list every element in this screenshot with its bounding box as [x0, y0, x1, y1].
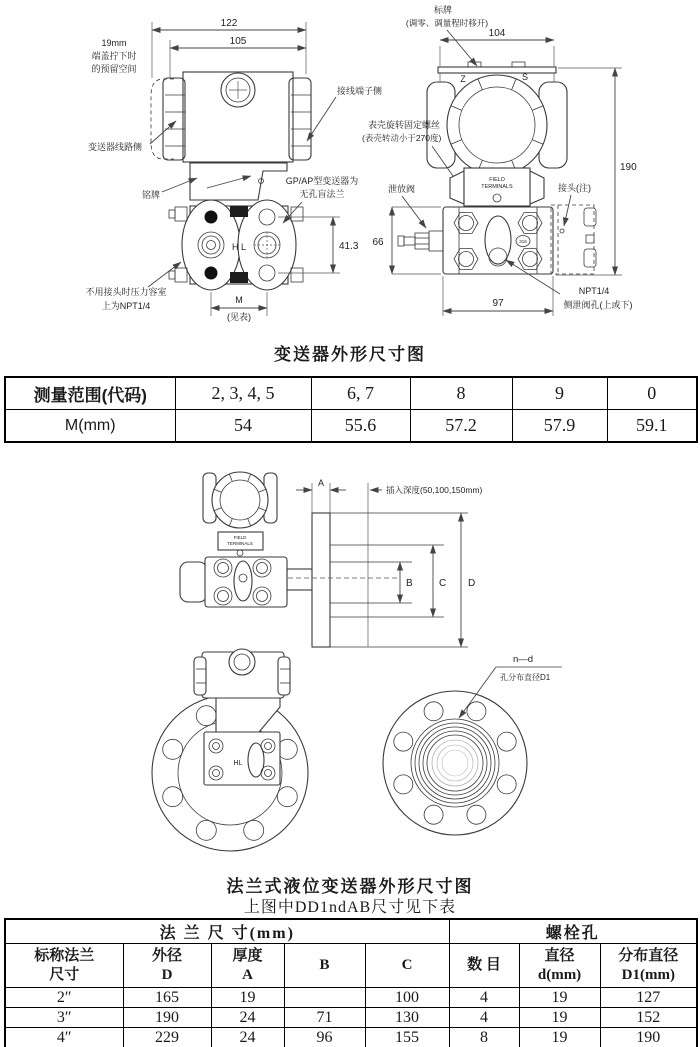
header-line: B: [319, 957, 330, 974]
header-line: 外径: [151, 947, 182, 964]
measure-range-table: [4, 376, 698, 443]
header-line: 厚度: [232, 947, 263, 964]
table-cell: 19: [519, 1028, 600, 1047]
table-row: [5, 1028, 697, 1047]
gp-ap-note-l1: GP/AP型变送器为: [285, 176, 359, 186]
tag-plate-label-l1: 标牌: [433, 5, 453, 15]
gp-ap-note-l2: 无孔盲法兰: [299, 189, 345, 199]
dim-d-label: D: [468, 578, 476, 589]
dim-122-label: 122: [220, 18, 238, 29]
table-cell: 71: [284, 1008, 365, 1028]
cover-clearance-note-l1: 19mm: [101, 38, 127, 48]
table-cell: 130: [365, 1008, 449, 1028]
terminal-side-label: 接线端子侧: [337, 86, 383, 96]
table-cell: [123, 944, 211, 988]
table-cell: 229: [123, 1028, 211, 1047]
table-cell: 54: [175, 410, 311, 443]
insertion-depth-label: 插入深度(50,100,150mm): [386, 485, 483, 495]
mark-316: 316: [519, 239, 527, 244]
flange-side-view-linework: [180, 472, 468, 647]
table-cell: 96: [284, 1028, 365, 1047]
table-cell: 19: [519, 988, 600, 1008]
dim-m-note: (见表): [227, 312, 251, 322]
header-line: A: [242, 966, 253, 983]
table-cell: 3″: [5, 1008, 123, 1028]
table-cell: 55.6: [311, 410, 410, 443]
table-cell: 152: [600, 1008, 697, 1028]
caption-flange-transmitter-dimensions: 法兰式液位变送器外形尺寸图: [226, 877, 474, 896]
table-cell: [600, 944, 697, 988]
table-cell: 4″: [5, 1028, 123, 1047]
table-cell: 2″: [5, 988, 123, 1008]
zero-mark: Z: [460, 74, 466, 84]
cover-clearance-note-l3: 的预留空间: [91, 64, 137, 74]
dim-b-label: B: [406, 578, 413, 589]
header-line: 数 目: [467, 957, 501, 974]
table-cell: 155: [365, 1028, 449, 1047]
flange-face-linework: [383, 667, 562, 835]
field-terminals-mid-l1: FIELD: [233, 535, 247, 540]
table-cell: [284, 944, 365, 988]
header-line: 直径: [544, 947, 575, 964]
table-cell: 8: [449, 1028, 519, 1047]
header-line: C: [401, 957, 413, 974]
tag-plate-label-l2: (调零、调量程时移开): [405, 18, 489, 28]
table-cell: 4: [449, 1008, 519, 1028]
flange-front-view-linework: [152, 649, 308, 851]
table-cell: 59.1: [607, 410, 697, 443]
table-row: [5, 410, 697, 443]
nameplate-label: 铭牌: [142, 190, 161, 200]
case-screw-note-l1: 表壳旋转固定螺丝: [368, 120, 441, 130]
header-line: 标称法兰: [34, 947, 95, 964]
table-cell: 2, 3, 4, 5: [175, 377, 311, 410]
table-cell: 法 兰 尺 寸(mm): [5, 919, 449, 944]
table-row: [5, 988, 697, 1008]
side-view-linework: [148, 22, 340, 316]
wiring-side-label: 变送器线路侧: [88, 142, 143, 152]
table-cell: [284, 988, 365, 1008]
header-line: 分布直径: [618, 947, 679, 964]
npt-note-l1: NPT1/4: [578, 286, 610, 296]
npt-note-l2: 侧泄阀孔(上或下): [563, 300, 633, 310]
table-cell: 165: [123, 988, 211, 1008]
table-cell: [449, 944, 519, 988]
dim-m-label: M: [235, 295, 243, 305]
table-row: [5, 377, 697, 410]
header-line: 尺寸: [49, 966, 80, 983]
table-cell: 190: [600, 1028, 697, 1047]
n-d-label: n—d: [513, 654, 534, 665]
dim-c-label: C: [439, 578, 447, 589]
table-cell: 测量范围(代码): [5, 377, 175, 410]
flange-transmitter-drawing: [0, 455, 700, 875]
bolt-circle-label: 孔分布直径D1: [500, 673, 551, 682]
header-line: D: [161, 966, 173, 983]
table-cell: 24: [211, 1008, 284, 1028]
table-cell: 19: [519, 1008, 600, 1028]
hl-mark-front: HL: [233, 760, 243, 767]
table-cell: M(mm): [5, 410, 175, 443]
table-cell: [211, 944, 284, 988]
table-cell: 57.9: [512, 410, 607, 443]
table-cell: 19: [211, 988, 284, 1008]
table-cell: 190: [123, 1008, 211, 1028]
no-connector-note-l1: 不用接头时压力容室: [85, 287, 167, 297]
table-cell: 127: [600, 988, 697, 1008]
table-cell: 24: [211, 1028, 284, 1047]
table-cell: 8: [410, 377, 512, 410]
transmitter-outline-drawing: [0, 0, 700, 338]
table-cell: 0: [607, 377, 697, 410]
table-cell: 100: [365, 988, 449, 1008]
header-line: D1(mm): [621, 966, 675, 983]
hl-marks: H L: [231, 242, 247, 252]
table-cell: 9: [512, 377, 607, 410]
dim-190-label: 190: [620, 162, 637, 173]
field-terminals-l1: FIELD: [489, 177, 505, 183]
field-terminals-l2: TERMINALS: [481, 184, 513, 190]
no-connector-note-l2: 上为NPT1/4: [101, 301, 151, 311]
vent-valve-label: 泄放阀: [388, 184, 416, 194]
table-row: [5, 1008, 697, 1028]
caption-transmitter-dimensions: 变送器外形尺寸图: [274, 345, 426, 364]
dim-105-label: 105: [229, 36, 247, 47]
front-view-linework: [392, 30, 622, 316]
dim-97-label: 97: [492, 298, 504, 309]
flange-size-table: [4, 918, 698, 1047]
caption-see-table-below: 上图中DD1ndAB尺寸见下表: [243, 899, 457, 916]
table-cell: 57.2: [410, 410, 512, 443]
dim-a-label: A: [317, 478, 325, 488]
table-cell: 4: [449, 988, 519, 1008]
dim-104-label: 104: [488, 28, 506, 39]
table-cell: [5, 944, 123, 988]
dim-66-label: 66: [372, 237, 384, 248]
field-terminals-mid-l2: TERMINALS: [227, 541, 253, 546]
table-header-row: [5, 944, 697, 988]
connector-note-label: 接头(注): [558, 183, 591, 193]
cover-clearance-note-l2: 端盖拧下时: [91, 51, 137, 61]
table-group-header-row: [5, 919, 697, 944]
header-line: d(mm): [537, 966, 582, 983]
dim-41-3-label: 41.3: [339, 241, 359, 252]
table-cell: 6, 7: [311, 377, 410, 410]
case-screw-note-l2: (表壳转动小于270度): [362, 133, 442, 143]
table-cell: [365, 944, 449, 988]
span-mark: S: [521, 72, 529, 82]
table-cell: [519, 944, 600, 988]
table-cell: 螺栓孔: [449, 919, 697, 944]
